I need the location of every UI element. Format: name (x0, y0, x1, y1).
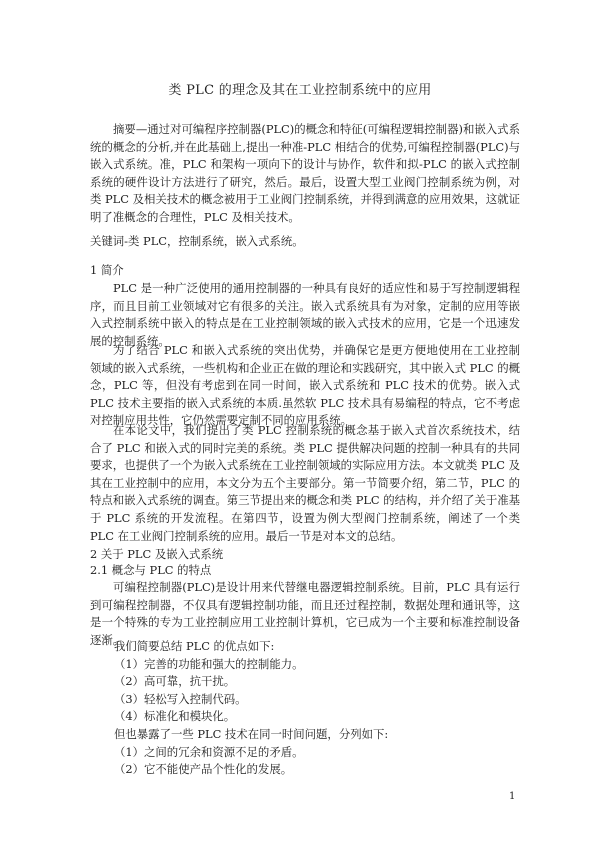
abstract-text: 摘要—通过对可编程序控制器(PLC)的概念和特征(可编程逻辑控制器)和嵌入式系统的概念的分析,并在此基础上,提出一种准-PLC 相结合的优势,可编程控制器(PLC)与嵌入式系统。准，PLC 和架构一项向下的设计与协作，软件和拟-PLC 的嵌入式控制系统的硬件设计方法进行了研究，然后。最后，设置大型工业阀门控制系统为例，对类 PLC 及相关技术的概念被用于工业阀门控制系统，并得到满意的应用效果，这就证明了准概念的合理性，PLC 及相关技术。 (90, 122, 520, 224)
section-2-1-heading (90, 562, 520, 580)
keywords-text: 关键词-类 PLC，控制系统，嵌入式系统。 (90, 234, 304, 248)
problems-intro: 但也暴露了一些 PLC 技术在同一时间问题，分列如下: (114, 726, 389, 741)
section-heading: 2 关于 PLC 及嵌入式系统 (90, 547, 224, 561)
subsection-heading: 2.1 概念与 PLC 的特点 (90, 563, 212, 577)
paragraph: PLC 是一种广泛使用的通用控制器的一种具有良好的适应性和易于写控制逻辑程序，而且目前工业领域对它有很多的关注。嵌入式系统具有为对象，定制的应用等嵌入式控制系统中嵌入的特点是在工业控制领域的嵌入式技术的应用，它是一个迅速发展的控制系统。 (90, 281, 520, 348)
list-item: （2）它不能使产品个性化的发展。 (114, 762, 293, 777)
section-1-paragraph-3 (90, 422, 520, 545)
list-item: （1）之间的冗余和资源不足的矛盾。 (114, 744, 304, 759)
advantages-list (90, 638, 520, 779)
page-number: 1 (509, 791, 516, 802)
paragraph: 可编程控制器(PLC)是设计用来代替继电器逻辑控制系统。目前，PLC 具有运行到可编程控制器，不仅具有逻辑控制功能，而且还过程控制，数据处理和通讯等，这是一个特殊的专为工业控制应用工业控制计算机，它已成为一个主要和标准控制设备逐渐。 (90, 580, 520, 647)
list-item: （3）轻松写入控制代码。 (114, 691, 247, 706)
section-heading: 1 简介 (90, 263, 124, 277)
keywords (90, 233, 520, 251)
section-1-paragraph-1 (90, 280, 520, 350)
page-title: 类 PLC 的理念及其在工业控制系统中的应用 (168, 83, 432, 98)
section-1-heading (90, 262, 520, 280)
list-item: （4）标准化和模块化。 (114, 709, 236, 724)
section-1-paragraph-2 (90, 342, 520, 430)
paragraph: 为了结合 PLC 和嵌入式系统的突出优势，并确保它是更方便地使用在工业控制领域的嵌入式系统，一些机构和企业正在做的理论和实践研究，其中嵌入式 PLC 的概念，PLC 等，但没有考虑到在同一时间，嵌入式系统和 PLC 技术的优势。嵌入式 PLC 技术主要指的嵌入式系统的本质.虽然软 PLC 技术具有易编程的特点，它不考虑对控制应用共性，它仍然需要定制不同的应用系统。 (90, 343, 520, 428)
advantages-intro: 我们简要总结 PLC 的优点如下: (114, 639, 275, 653)
list-item: （1）完善的功能和强大的控制能力。 (114, 656, 304, 671)
list-item: （2）高可靠，抗干扰。 (114, 674, 236, 689)
section-2-heading (90, 546, 520, 564)
abstract (90, 121, 520, 227)
paragraph: 在本论文中，我们提出了类 PLC 控制系统的概念基于嵌入式首次系统技术，结合了 PLC 和嵌入式的同时完美的系统。类 PLC 提供解决问题的控制一种具有的共同要求，也提供了一个为嵌入式系统在工业控制领域的实际应用方法。本文就类 PLC 及其在工业控制中的应用，本文分为五个主要部分。第一节简要介绍，第二节，PLC 的特点和嵌入式系统的调查。第三节提出来的概念和类 PLC 的结构，并介绍了关于准基于 PLC 系统的开发流程。在第四节，设置为例大型阀门控制系统，阐述了一个类 PLC 在工业阀门控制系统的应用。最后一节是对本文的总结。 (90, 423, 520, 543)
